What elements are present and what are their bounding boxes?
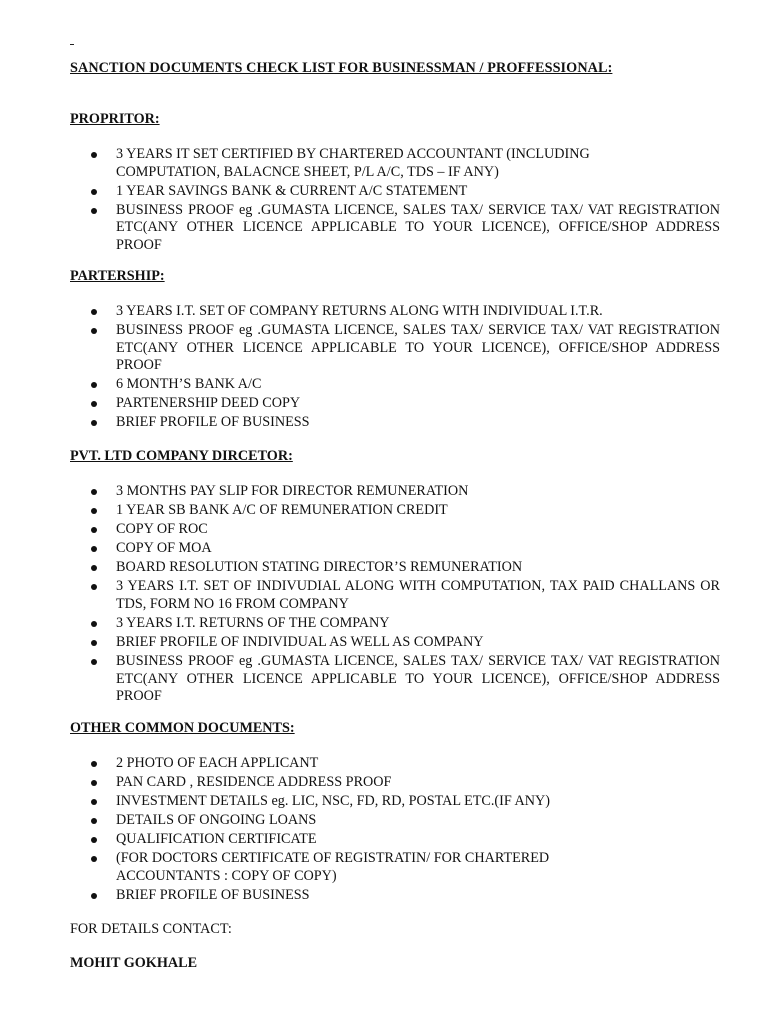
bullet-icon: [91, 799, 97, 805]
section-heading-proprietor: PROPRITOR:: [70, 111, 160, 127]
list-item: COPY OF ROC: [0, 521, 720, 539]
bullet-icon: [91, 621, 97, 627]
contact-label: FOR DETAILS CONTACT:: [70, 921, 232, 937]
list-item: 3 YEARS I.T. SET OF COMPANY RETURNS ALONG WITH INDIVIDUAL I.T.R.: [0, 303, 720, 321]
bullet-icon: [91, 780, 97, 786]
list-item: (FOR DOCTORS CERTIFICATE OF REGISTRATIN/ FOR CHARTERED ACCOUNTANTS : COPY OF COPY): [0, 850, 616, 885]
bullet-icon: [91, 527, 97, 533]
list-item: 3 YEARS I.T. RETURNS OF THE COMPANY: [0, 615, 720, 633]
bullet-icon: [91, 489, 97, 495]
list-item: 1 YEAR SAVINGS BANK & CURRENT A/C STATEMENT: [0, 183, 720, 201]
bullet-icon: [91, 189, 97, 195]
list-item: 3 MONTHS PAY SLIP FOR DIRECTOR REMUNERATION: [0, 483, 720, 501]
bullet-icon: [91, 382, 97, 388]
list-item: QUALIFICATION CERTIFICATE: [0, 831, 720, 849]
bullet-icon: [91, 761, 97, 767]
list-item: PAN CARD , RESIDENCE ADDRESS PROOF: [0, 774, 720, 792]
bullet-icon: [91, 546, 97, 552]
bullet-icon: [91, 152, 97, 158]
bullet-icon: [91, 818, 97, 824]
list-item: 6 MONTH’S BANK A/C: [0, 376, 720, 394]
proprietor-list: [0, 146, 768, 256]
list-item: 3 YEARS I.T. SET OF INDIVUDIAL ALONG WITH COMPUTATION, TAX PAID CHALLANS OR TDS, FORM NO 16 FROM COMPANY: [0, 578, 720, 613]
bullet-icon: [91, 856, 97, 862]
section-heading-director: PVT. LTD COMPANY DIRCETOR:: [70, 448, 293, 464]
bullet-icon: [91, 401, 97, 407]
bullet-icon: [91, 659, 97, 665]
list-item: BUSINESS PROOF eg .GUMASTA LICENCE, SALES TAX/ SERVICE TAX/ VAT REGISTRATION ETC(ANY OTHER LICENCE APPLICABLE TO YOUR LICENCE), OFFICE/SHOP ADDRESS PROOF: [0, 653, 720, 706]
section-heading-common: OTHER COMMON DOCUMENTS:: [70, 720, 295, 736]
bullet-icon: [91, 584, 97, 590]
contact-name: MOHIT GOKHALE: [70, 955, 198, 971]
list-item: COPY OF MOA: [0, 540, 720, 558]
list-item: BUSINESS PROOF eg .GUMASTA LICENCE, SALES TAX/ SERVICE TAX/ VAT REGISTRATION ETC(ANY OTHER LICENCE APPLICABLE TO YOUR LICENCE), OFFICE/SHOP ADDRESS PROOF: [0, 202, 720, 255]
document-title: SANCTION DOCUMENTS CHECK LIST FOR BUSINESSMAN / PROFFESSIONAL:: [70, 60, 613, 76]
bullet-icon: [91, 309, 97, 315]
bullet-icon: [91, 640, 97, 646]
list-item: 3 YEARS IT SET CERTIFIED BY CHARTERED ACCOUNTANT (INCLUDING COMPUTATION, BALACNCE SHEET, P/L A/C, TDS – IF ANY): [0, 146, 656, 181]
list-item: BRIEF PROFILE OF BUSINESS: [0, 414, 720, 432]
list-item: BRIEF PROFILE OF INDIVIDUAL AS WELL AS COMPANY: [0, 634, 720, 652]
list-item: 2 PHOTO OF EACH APPLICANT: [0, 755, 720, 773]
list-item: BRIEF PROFILE OF BUSINESS: [0, 887, 720, 905]
list-item: BUSINESS PROOF eg .GUMASTA LICENCE, SALES TAX/ SERVICE TAX/ VAT REGISTRATION ETC(ANY OTHER LICENCE APPLICABLE TO YOUR LICENCE), OFFICE/SHOP ADDRESS PROOF: [0, 322, 720, 375]
list-item: PARTENERSHIP DEED COPY: [0, 395, 720, 413]
bullet-icon: [91, 420, 97, 426]
header-mark: [70, 44, 74, 45]
bullet-icon: [91, 508, 97, 514]
list-item: DETAILS OF ONGOING LOANS: [0, 812, 720, 830]
partnership-list: [0, 303, 768, 433]
bullet-icon: [91, 837, 97, 843]
director-list: [0, 483, 768, 707]
bullet-icon: [91, 328, 97, 334]
list-item: INVESTMENT DETAILS eg. LIC, NSC, FD, RD, POSTAL ETC.(IF ANY): [0, 793, 720, 811]
list-item: 1 YEAR SB BANK A/C OF REMUNERATION CREDIT: [0, 502, 720, 520]
list-item: BOARD RESOLUTION STATING DIRECTOR’S REMUNERATION: [0, 559, 720, 577]
section-heading-partnership: PARTERSHIP:: [70, 268, 165, 284]
common-list: [0, 755, 768, 906]
bullet-icon: [91, 565, 97, 571]
bullet-icon: [91, 893, 97, 899]
bullet-icon: [91, 208, 97, 214]
